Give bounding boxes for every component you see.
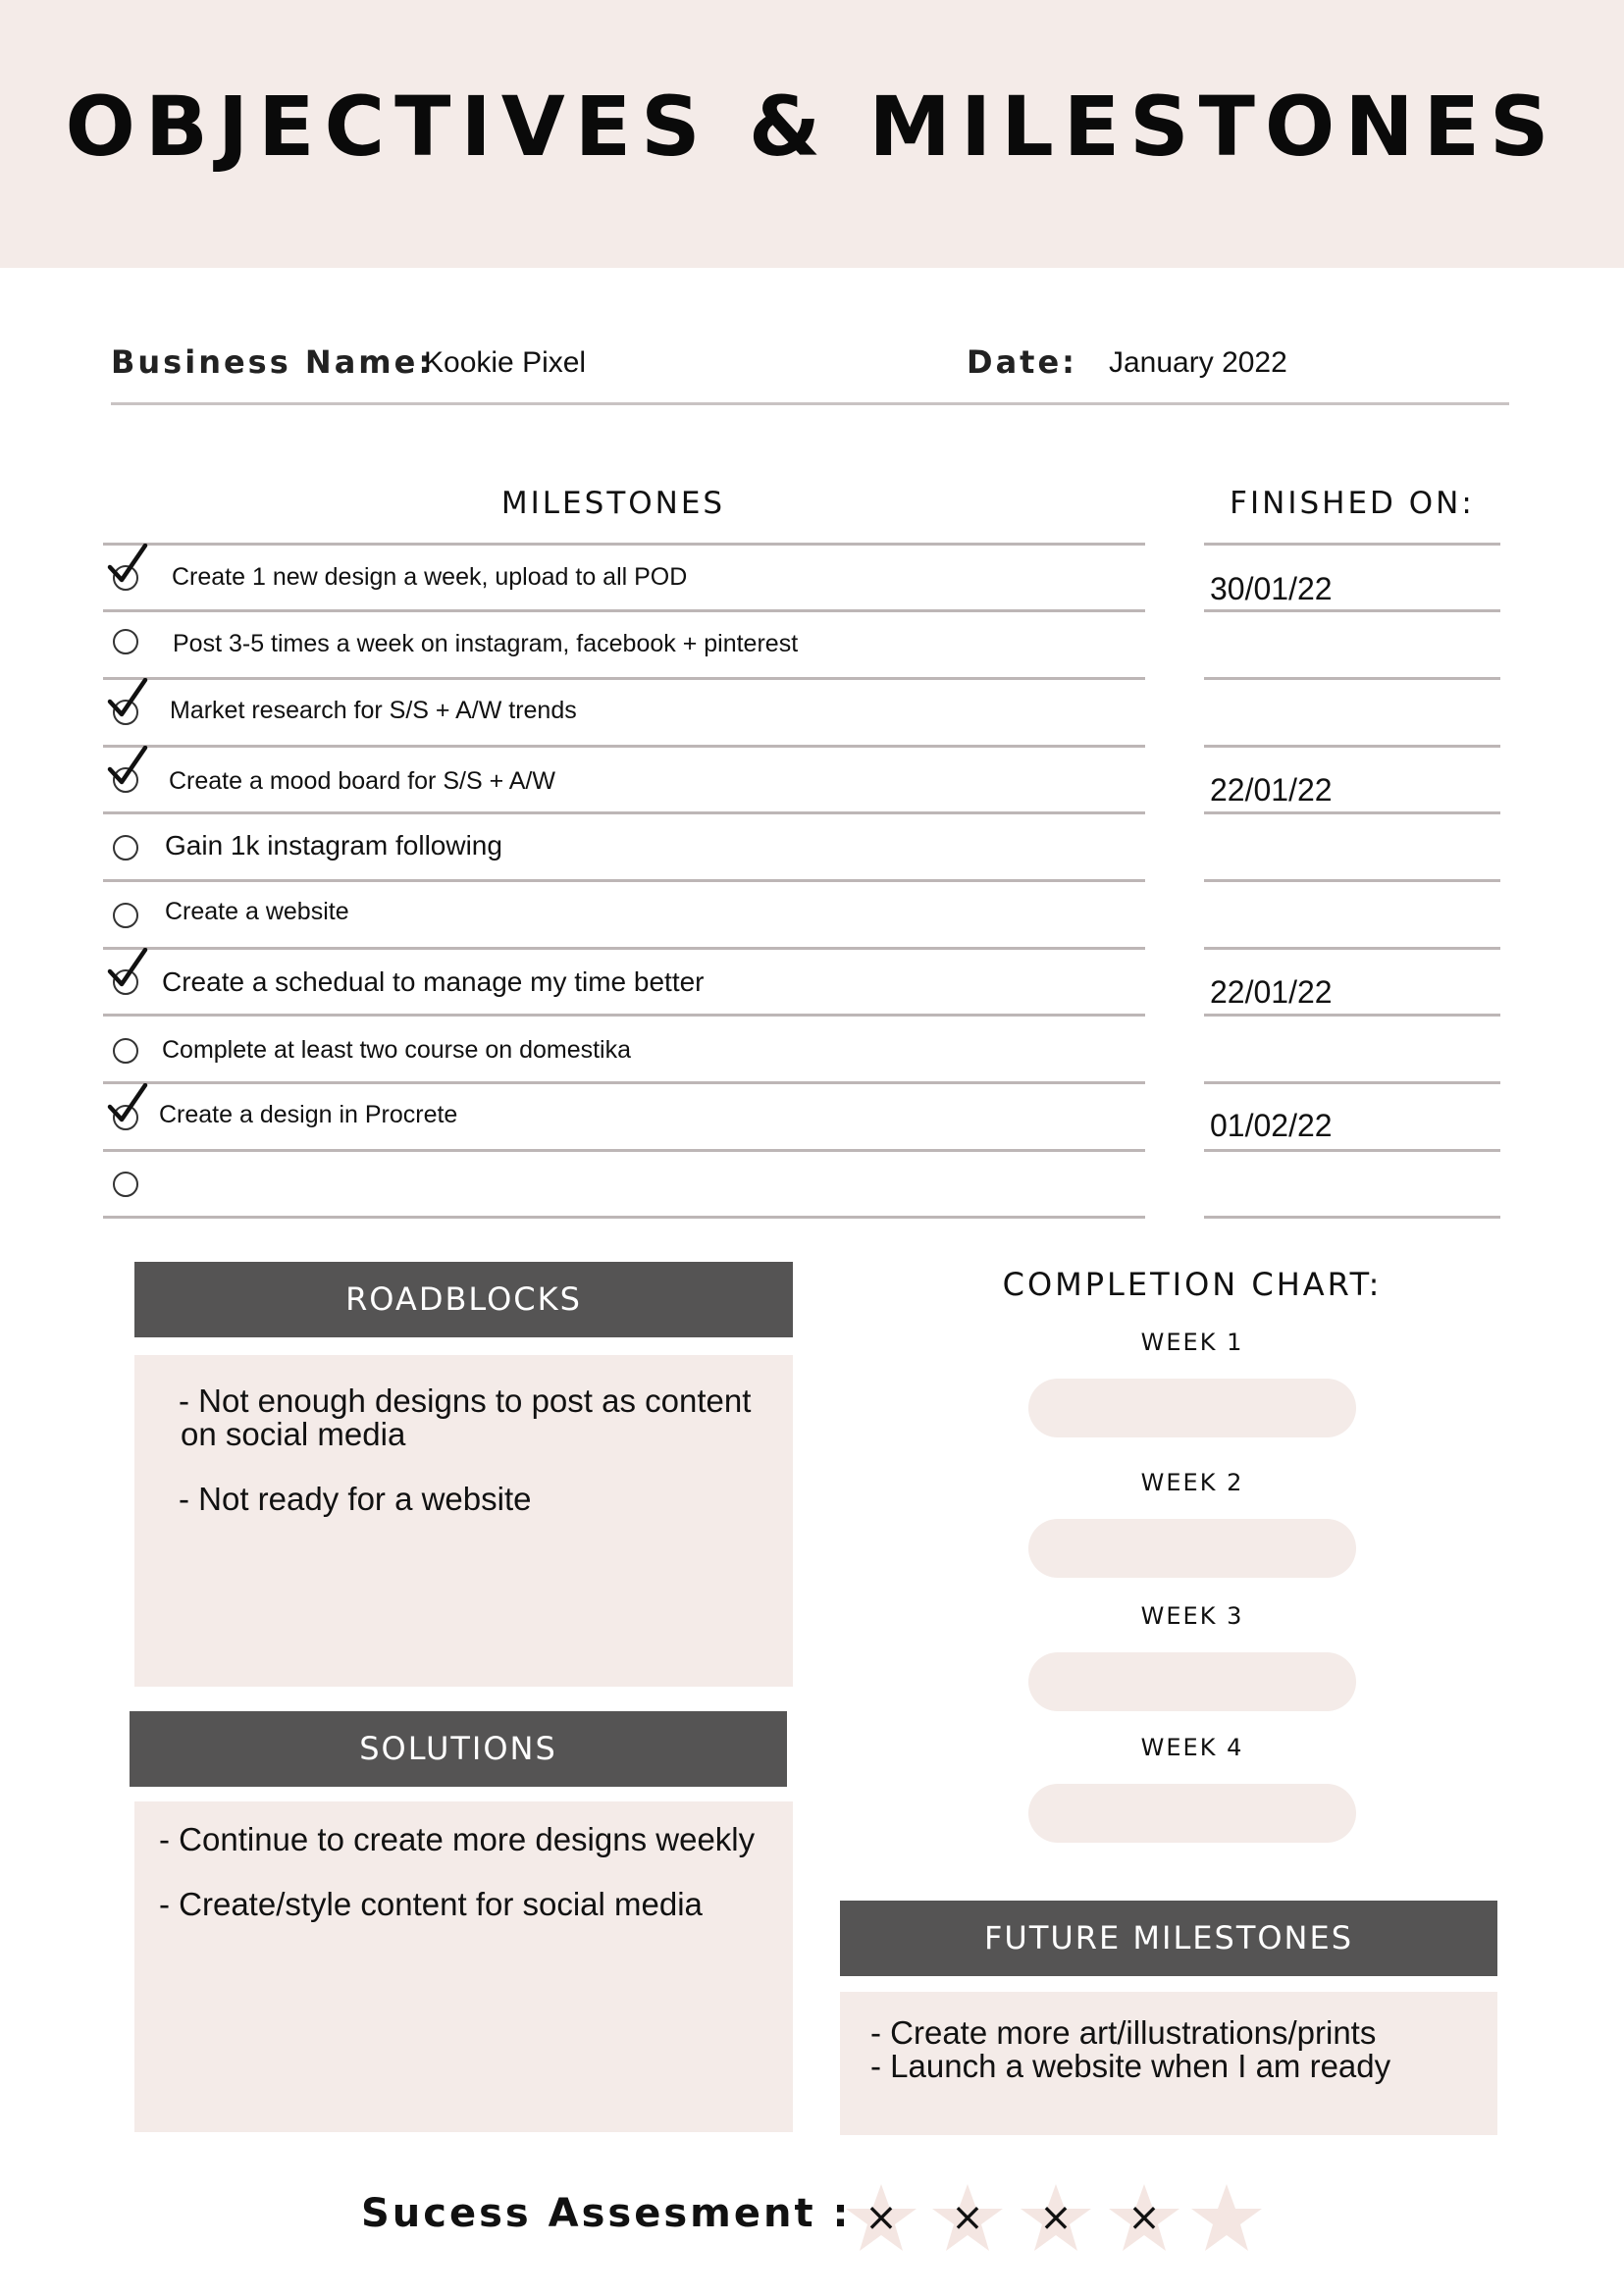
page-title: OBJECTIVES & MILESTONES xyxy=(65,78,1559,175)
checkmark-icon xyxy=(107,1083,152,1128)
info-underline xyxy=(111,402,1509,405)
finished-date[interactable]: 30/01/22 xyxy=(1210,571,1333,606)
radio-circle-icon[interactable] xyxy=(113,903,138,928)
success-assessment-label: Sucess Assesment : xyxy=(361,2191,852,2236)
checkmark-icon xyxy=(107,678,152,723)
finished-rule xyxy=(1204,1081,1500,1084)
finished-date[interactable]: 22/01/22 xyxy=(1210,772,1333,808)
milestone-row xyxy=(103,1017,1145,1081)
roadblock-line: on social media xyxy=(181,1416,406,1452)
milestone-text: Gain 1k instagram following xyxy=(165,830,502,861)
finished-date[interactable]: 22/01/22 xyxy=(1210,974,1333,1010)
date-label: Date: xyxy=(967,343,1077,381)
finished-rule xyxy=(1204,543,1500,546)
week-progress-bar[interactable] xyxy=(1028,1784,1356,1843)
milestones-header: MILESTONES xyxy=(500,486,726,521)
milestone-text: Create a mood board for S/S + A/W xyxy=(169,767,555,795)
star-icon[interactable] xyxy=(1019,2180,1093,2255)
rating-mark: × xyxy=(864,2195,898,2240)
roadblocks-box[interactable] xyxy=(134,1355,793,1687)
finished-rule xyxy=(1204,677,1500,680)
rating-mark: × xyxy=(951,2195,984,2240)
radio-circle-icon[interactable] xyxy=(113,835,138,861)
milestone-text: Create a schedual to manage my time better xyxy=(162,966,705,997)
checkmark-icon xyxy=(107,746,152,791)
roadblocks-header: ROADBLOCKS xyxy=(134,1262,793,1337)
week-label: WEEK 1 xyxy=(1140,1329,1244,1356)
week-progress-bar[interactable] xyxy=(1028,1652,1356,1711)
star-icon[interactable] xyxy=(930,2180,1005,2255)
milestone-text: Create 1 new design a week, upload to all POD xyxy=(172,563,688,591)
finished-rule xyxy=(1204,1216,1500,1219)
rating-mark: × xyxy=(1039,2195,1073,2240)
milestone-text: Complete at least two course on domestika xyxy=(162,1036,632,1064)
checkmark-icon xyxy=(107,948,152,993)
rating-mark: × xyxy=(1127,2195,1161,2240)
business-name-label: Business Name: xyxy=(111,343,435,381)
star-icon[interactable] xyxy=(1107,2180,1181,2255)
week-progress-bar[interactable] xyxy=(1028,1379,1356,1437)
solution-line: - Create/style content for social media xyxy=(159,1886,703,1922)
future-milestones-box[interactable] xyxy=(840,1992,1497,2135)
solutions-box[interactable] xyxy=(134,1801,793,2132)
business-name-value[interactable]: Kookie Pixel xyxy=(424,346,587,379)
checkmark-icon xyxy=(107,544,152,589)
date-value[interactable]: January 2022 xyxy=(1109,346,1287,379)
solutions-header: SOLUTIONS xyxy=(130,1711,787,1787)
milestone-row xyxy=(103,544,1145,608)
future-milestones-header: FUTURE MILESTONES xyxy=(840,1901,1497,1976)
milestone-row xyxy=(103,949,1145,1014)
week-label: WEEK 4 xyxy=(1140,1734,1244,1761)
milestone-text: Market research for S/S + A/W trends xyxy=(170,697,577,724)
completion-chart-title: COMPLETION CHART: xyxy=(1002,1266,1383,1303)
week-progress-bar[interactable] xyxy=(1028,1519,1356,1578)
star-icon[interactable] xyxy=(844,2180,918,2255)
finished-rule xyxy=(1204,1149,1500,1152)
star-icon[interactable] xyxy=(1189,2180,1264,2255)
week-label: WEEK 3 xyxy=(1140,1602,1244,1630)
milestone-row xyxy=(103,881,1145,946)
radio-circle-icon[interactable] xyxy=(113,629,138,654)
milestone-row xyxy=(103,813,1145,878)
milestone-row xyxy=(103,748,1145,812)
solution-line: - Continue to create more designs weekly xyxy=(159,1821,756,1857)
finished-rule xyxy=(1204,609,1500,612)
finished-rule xyxy=(1204,947,1500,950)
radio-circle-icon[interactable] xyxy=(113,1038,138,1064)
milestone-row xyxy=(103,678,1145,743)
finished-on-header: FINISHED ON: xyxy=(1230,486,1475,521)
roadblock-line: - Not enough designs to post as content xyxy=(179,1383,752,1419)
milestone-row xyxy=(103,611,1145,676)
week-label: WEEK 2 xyxy=(1140,1469,1244,1496)
finished-date[interactable]: 01/02/22 xyxy=(1210,1108,1333,1143)
future-milestone-line: - Launch a website when I am ready xyxy=(870,2048,1391,2084)
future-milestone-line: - Create more art/illustrations/prints xyxy=(870,2014,1377,2051)
radio-circle-icon[interactable] xyxy=(113,1172,138,1197)
milestone-text: Create a website xyxy=(165,898,349,925)
milestone-text: Create a design in Procrete xyxy=(159,1101,458,1128)
milestone-row xyxy=(103,1083,1145,1148)
milestone-row xyxy=(103,1152,1145,1217)
roadblock-line: - Not ready for a website xyxy=(179,1481,532,1517)
finished-rule xyxy=(1204,879,1500,882)
finished-rule xyxy=(1204,1014,1500,1017)
finished-rule xyxy=(1204,745,1500,748)
finished-rule xyxy=(1204,811,1500,814)
milestone-text: Post 3-5 times a week on instagram, facebook + pinterest xyxy=(173,630,799,657)
